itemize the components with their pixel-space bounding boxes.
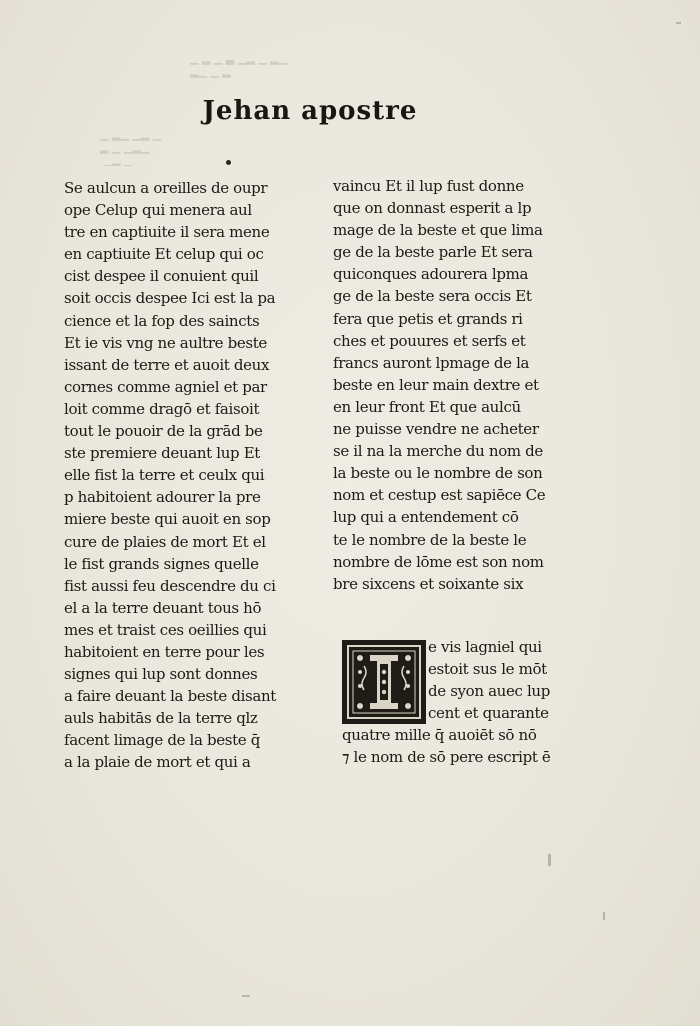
right-column-line: la beste ou le nombre de son [333,464,543,483]
left-column-line: loit comme dragō et faisoit [64,399,260,418]
left-column-line: auls habitās de la terre qlz [64,709,258,728]
right-column-line: ge de la beste parle Et sera [333,243,533,262]
right-column-line: beste en leur main dextre et [333,375,539,394]
after-initial-line: ⁊ le nom de sō pere escript ē [342,748,551,767]
right-column-line: quiconques adourera lpma [333,265,529,284]
left-column-line: cist despee il conuient quil [64,267,259,286]
right-column-line: lup qui a entendement cō [333,508,519,527]
after-initial-line: quatre mille q̄ auoiēt sō nō [342,726,537,744]
beside-initial-line: estoit sus le mōt [428,660,547,679]
left-column-line: habitoient en terre pour les [64,642,265,661]
left-column-line: soit occis despee Ici est la pa [64,289,276,308]
left-column-line: a faire deuant la beste disant [64,687,276,706]
left-column-line: Se aulcun a oreilles de oupr [64,179,268,197]
right-column-line: ge de la beste sera occis Et [333,287,532,306]
left-column-line: tre en captiuite il sera mene [64,223,270,242]
paper-speck [676,22,681,24]
right-column-line: nom et cestup est sapiēce Ce [333,486,546,505]
paper-speck [603,912,605,920]
left-column-line: cience et la fop des saincts [64,311,260,330]
beside-initial-line: e vis lagniel qui [428,638,542,656]
left-column-line: a la plaie de mort et qui a [64,753,251,772]
show-through-ink: ▁ ▂▁ ▁▂ ▁ ▂ ▁ ▁▂▁ ▁▂ ▁ [100,128,162,166]
right-column-line: fera que petis et grands ri [333,309,523,328]
right-column-line: ne puisse vendre ne acheter [333,420,539,439]
ornament-initial-icon [344,642,424,722]
left-column-line: fist aussi feu descendre du ci [64,576,276,595]
right-column-line: nombre de lōme est son nom [333,552,544,571]
left-column-line: Et ie vis vng ne aultre beste [64,333,267,352]
right-column-line: te le nombre de la beste le [333,530,527,549]
right-column-line: mage de la beste et que lima [333,221,543,240]
show-through-ink: ▁ ▂ ▁ ▃ ▁▂ ▁ ▂▁ ▂▁ ▁ ▂ [190,52,288,78]
right-column-line: ches et pouures et serfs et [333,331,526,350]
left-column-line: cornes comme agniel et par [64,377,267,396]
running-title: Jehan apostre [202,96,418,126]
left-column-line: mes et traist ces oeillies qui [64,620,267,639]
left-column-line: le fist grands signes quelle [64,554,259,573]
right-column-text [333,175,563,595]
right-column-line: bre sixcens et soixante six [333,574,524,593]
left-column-line: elle fist la terre et ceulx qui [64,466,265,485]
beside-initial-line: de syon auec lup [428,682,550,701]
right-column-line: en leur front Et que aulcū [333,397,521,416]
paragraph-dot [226,160,231,165]
beside-initial-line: cent et quarante [428,704,549,723]
text-beside-initial [428,636,568,724]
left-column-text [64,177,294,774]
left-column-line: facent limage de la beste q̄ [64,731,260,750]
right-column-line: vaincu Et il lup fust donne [333,177,524,195]
left-column-line: issant de terre et auoit deux [64,355,270,374]
paper-speck [548,854,551,866]
right-column-line: francs auront lpmage de la [333,353,530,372]
left-column-line: ste premiere deuant lup Et [64,444,260,463]
left-column-line: cure de plaies de mort Et el [64,532,266,551]
right-column-line: se il na la merche du nom de [333,442,543,461]
left-column-line: el a la terre deuant tous hō [64,598,262,617]
left-column-line: tout le pouoir de la grād be [64,422,263,441]
left-column-line: miere beste qui auoit en sop [64,510,271,529]
left-column-line: signes qui lup sont donnes [64,665,258,684]
paper-speck [242,995,250,997]
left-column-line: ope Celup qui menera aul [64,201,252,220]
right-column-line: que on donnast esperit a lp [333,199,532,218]
text-after-initial [342,724,572,768]
left-column-line: p habitoient adourer la pre [64,488,261,507]
decorated-initial-letter [342,640,426,724]
left-column-line: en captiuite Et celup qui oc [64,245,264,264]
